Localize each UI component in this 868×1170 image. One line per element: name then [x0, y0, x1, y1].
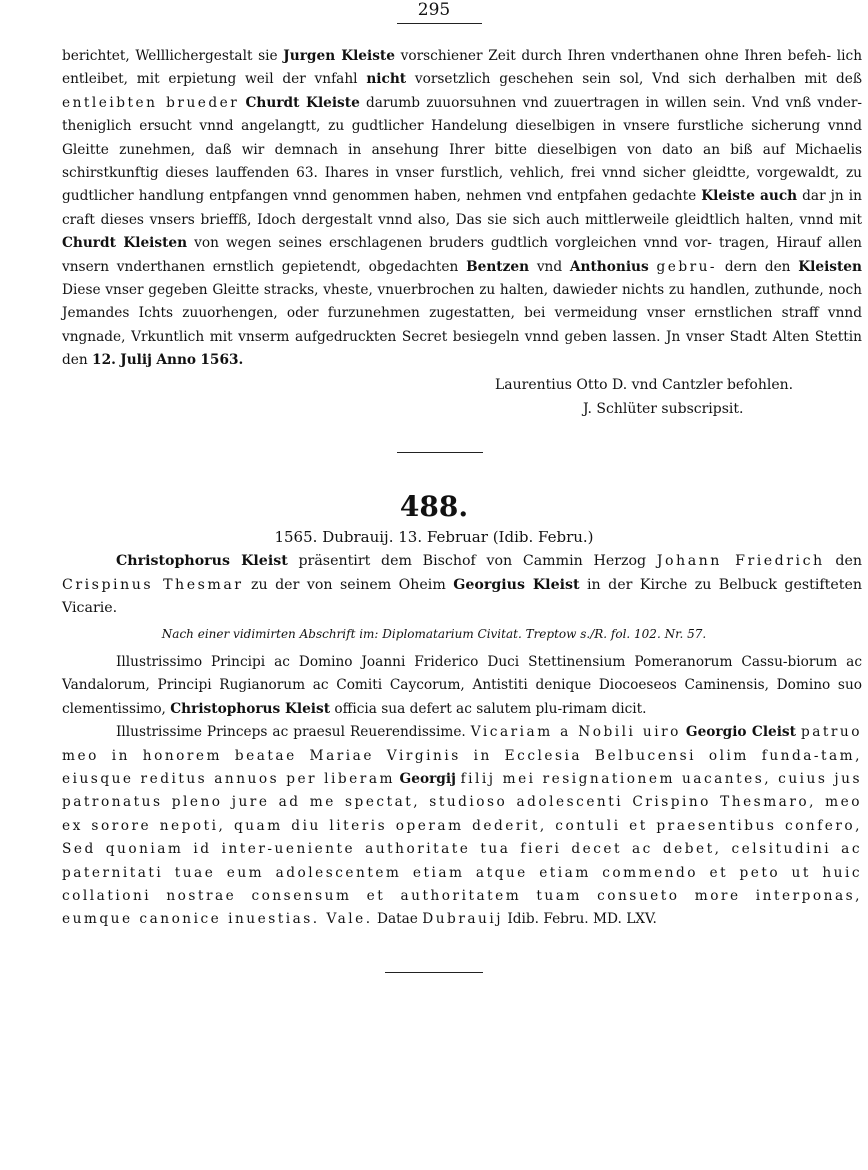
signature-line-1: Laurentius Otto D. vnd Cantzler befohlen. — [495, 377, 794, 393]
latin-paragraph-1: Illustrissimo Principi ac Domino Joanni Friderico Duci Stettinensium Pomeranorum Cassu-biorum ac Vandalorum, Principi Rugianorum ac Comiti Caycorum, Antistiti denique Diocoeseos Caminensis, Domino suo clementissimo, Christophorus Kleist officia sua defert ac salutem plu-rimam dicit. — [62, 654, 862, 717]
document-date — [0, 526, 868, 548]
latin-paragraph-2: Illustrissime Princeps ac praesul Reuerendissime. Vicariam a Nobili uiro Georgio Cleist patruo meo in honorem beatae Mariae Virginis in Ecclesia Belbucensi olim funda-tam, eiusque reditus annuos per liberam Georgij filij mei resignationem uacantes, cuius jus patronatus pleno jure ad me spectat, studioso adolescenti Crispino Thesmaro, meo ex sorore nepoti, quam diu literis operam dederit, contuli et praesentibus confero, Sed quoniam id inter-ueniente authoritate tua fieri decet ac debet, celsitudini ac paternitati tuae eum adolescentem etiam atque etiam commendo et peto ut huic collationi nostrae consensum et authoritatem tuam consueto more interponas, eumque canonice inuestias. Vale. Datae Dubrauij Idib. Febru. MD. LXV. — [62, 724, 862, 928]
source-note — [0, 624, 868, 644]
section-rule — [397, 452, 483, 453]
header-rule — [397, 23, 482, 24]
bottom-rule — [385, 972, 483, 973]
date-day: 13. — [398, 528, 423, 546]
date-original: (Idib. Febru.) — [492, 528, 594, 546]
source-text: Diplomatarium Civitat. Treptow s./R. fol. 102. Nr. 57. — [382, 627, 707, 641]
latin-text-block — [62, 651, 862, 932]
regest: Christophorus Kleist präsentirt dem Bischof von Cammin Herzog Johann Friedrich den Crispinus Thesmar zu der von seinem Oheim Georgius Kleist in der Kirche zu Belbuck gestifteten Vicarie. — [62, 553, 862, 616]
german-paragraph: berichtet, Welllichergestalt sie Jurgen Kleiste vorschiener Zeit durch Ihren vnderthanen ohne Ihren befeh- lich entleibet, mit erpietung weil der vnfahl nicht vorsetzlich geschehen sein sol, Vnd sich derhalben mit deß entleibten brueder Churdt Kleiste darumb zuuorsuhnen vnd zuuertragen in willen sein. Vnd vnß vnder- theniglich ersucht vnnd angelangtt, zu gudtlicher Handelung dieselbigen in vnsere furstliche sicherung vnnd Gleitte zunehmen, daß wir demnach in ansehung Ihrer bitte dieselbigen von dato an biß auf Michaelis schirstkunftig dieses lauffenden 63. Ihares in vnser furstlich, vehlich, frei vnnd sicher gleidtte, vorgewaldt, zu gudtlicher handlung entpfangen vnnd genommen haben, nehmen vnd entpfahen gedachte Kleiste auch dar jn in craft dieses vnsers brieffß, Idoch dergestalt vnnd also, Das sie sich auch mittlerweile gleidtlich halten, vnnd mit Churdt Kleisten von wegen seines erschlagenen bruders gudtlich vorgleichen vnnd vor- tragen, Hirauf allen vnsern vnderthanen ernstlich gepietendt, obgedachten Bentzen vnd Anthonius gebru- dern den Kleisten Diese vnser gegeben Gleitte stracks, vheste, vnuerbrochen zu halten, dawieder nichts zu handlen, zuthunde, noch Jemandes Ichts zuuorhengen, oder furzunehmen zugestatten, bei vermeidung vnser ernstlichen straff vnnd vngnade, Vrkuntlich mit vnserm aufgedruckten Secret besiegeln vnnd geben lassen. Jn vnser Stadt Alten Stettin den 12. Julij Anno 1563. — [62, 48, 863, 369]
page-number: 295 — [417, 0, 451, 20]
source-prefix: Nach einer vidimirten Abschrift im: — [161, 627, 379, 641]
date-place: Dubrauij. — [322, 528, 394, 546]
signature-line-2: J. Schlüter subscripsit. — [583, 401, 744, 417]
german-text-block — [62, 45, 862, 373]
document-number: 488. — [399, 490, 469, 523]
date-year: 1565. — [274, 528, 318, 546]
date-month: Februar — [426, 528, 488, 546]
